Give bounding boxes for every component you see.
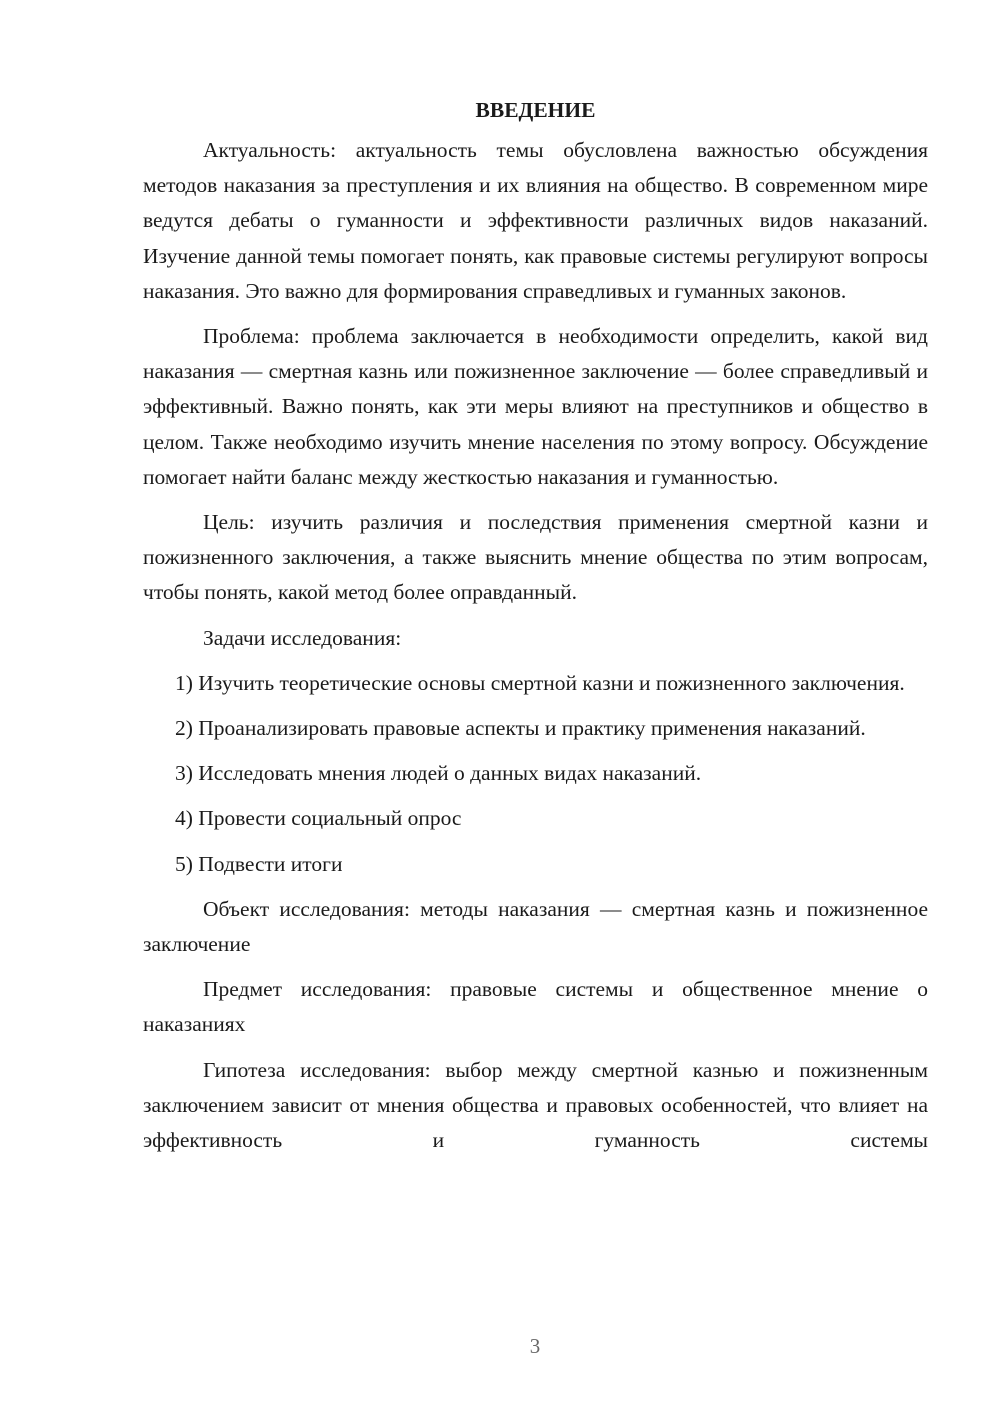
task-item: 5) Подвести итоги — [175, 851, 343, 876]
task-item: 1) Изучить теоретические основы смертной казни и пожизненного заключения. — [175, 670, 905, 695]
document-page — [143, 95, 928, 1168]
page-number: 3 — [529, 1334, 541, 1358]
task-item: 4) Провести социальный опрос — [175, 806, 462, 831]
section-title: ВВЕДЕНИЕ — [475, 98, 596, 122]
task-item: 2) Проанализировать правовые аспекты и практику применения наказаний. — [175, 716, 866, 741]
paragraph-relevance: Актуальность: актуальность темы обусловлена важностью обсуждения методов наказания за преступления и их влияния на общество. В современном мире ведутся дебаты о гуманности и эффективности различных видов наказаний. Изучение данной темы помогает понять, как правовые системы регулируют вопросы наказания. Это важно для формирования справедливых и гуманных законов. — [143, 138, 928, 303]
paragraph-hypothesis: Гипотеза исследования: выбор между смертной казнью и пожизненным заключением зависит от мнения общества и правовых особенностей, что влияет на эффективность и гуманность системы — [143, 1057, 928, 1153]
paragraph-subject: Предмет исследования: правовые системы и общественное мнение о наказаниях — [143, 977, 928, 1037]
paragraph-goal: Цель: изучить различия и последствия применения смертной казни и пожизненного заключения, а также выяснить мнение общества по этим вопросам, чтобы понять, какой метод более оправданный. — [143, 510, 928, 605]
paragraph-tasks-heading: Задачи исследования: — [203, 625, 402, 650]
task-item: 3) Исследовать мнения людей о данных видах наказаний. — [175, 761, 702, 786]
paragraph-problem: Проблема: проблема заключается в необходимости определить, какой вид наказания — смертная казнь или пожизненное заключение — более справедливый и эффективный. Важно понять, как эти меры влияют на преступников и общество в целом. Также необходимо изучить мнение населения по этому вопросу. Обсуждение помогает найти баланс между жесткостью наказания и гуманностью. — [143, 324, 928, 489]
paragraph-object: Объект исследования: методы наказания — смертная казнь и пожизненное заключение — [143, 896, 928, 957]
